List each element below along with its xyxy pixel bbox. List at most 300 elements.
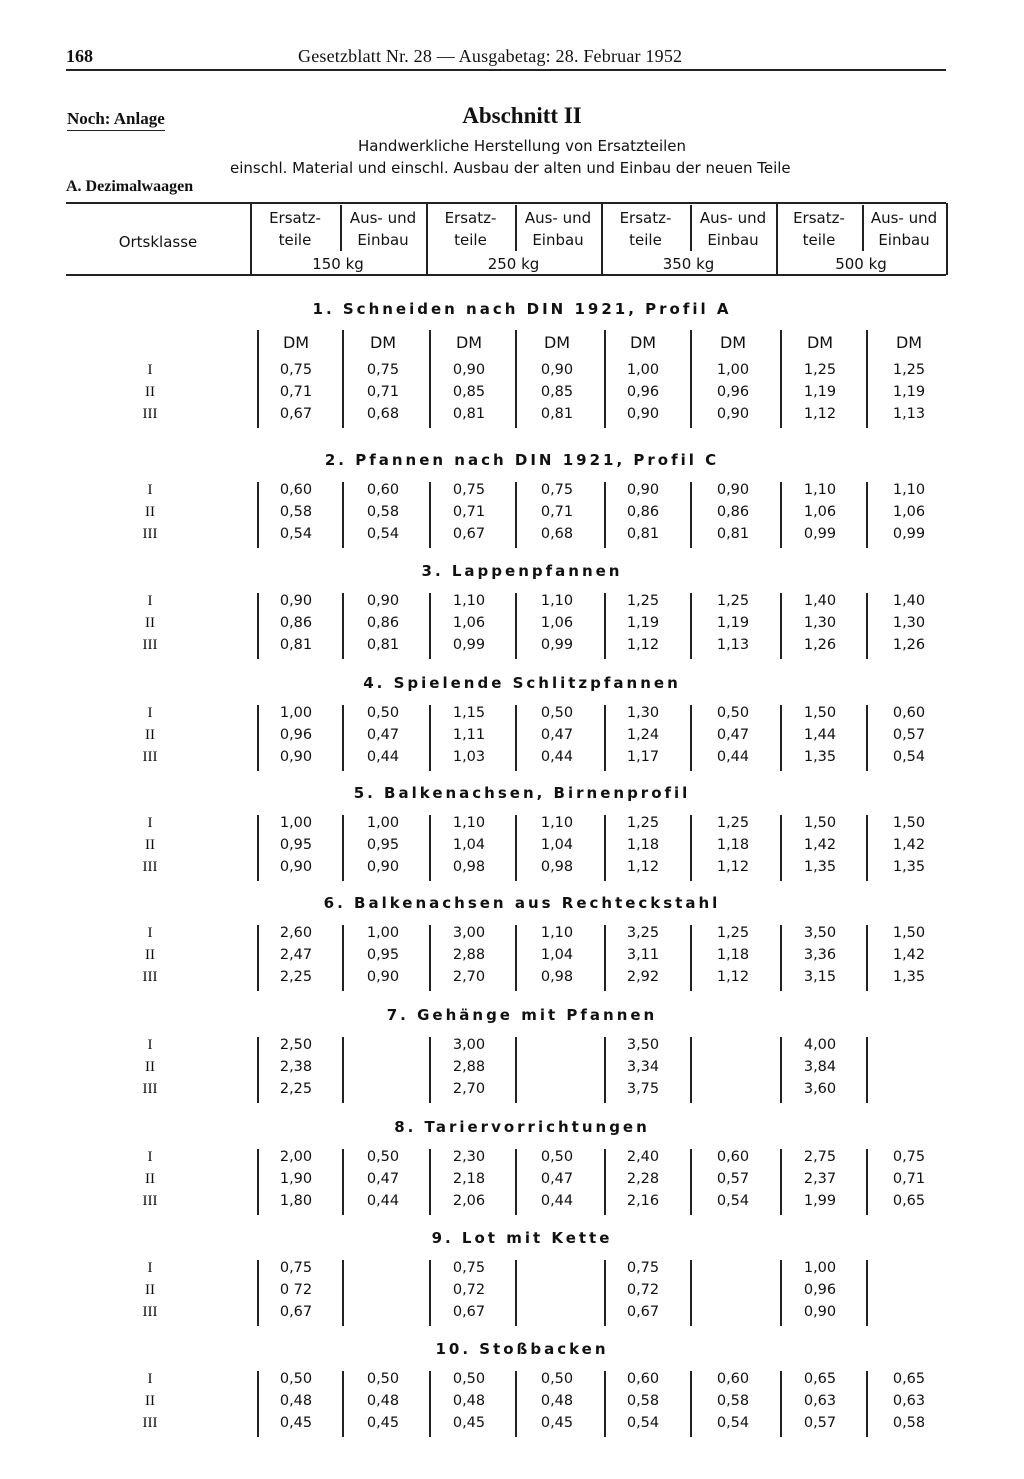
section-title: 4. Spielende Schlitzpfannen [363, 674, 681, 692]
column-bar [515, 925, 517, 991]
column-heading-ersatzteile [426, 207, 515, 251]
column-bar [604, 1260, 606, 1326]
ortsklasse-row-label: II [145, 727, 155, 743]
price-cell: 3,50 [626, 1037, 660, 1053]
column-bar [342, 1037, 344, 1103]
section-title: 9. Lot mit Kette [431, 1229, 613, 1247]
column-bar [429, 330, 431, 428]
ortsklasse-row-label: I [147, 815, 153, 831]
price-cell: 0,63 [803, 1393, 837, 1409]
column-bar [342, 482, 344, 548]
price-cell: 0,86 [279, 615, 313, 631]
price-cell: 0,45 [452, 1415, 486, 1431]
column-bar [342, 1371, 344, 1437]
price-cell: 1,35 [803, 749, 837, 765]
price-cell: 1,18 [716, 947, 750, 963]
price-cell: 0,71 [366, 384, 400, 400]
column-heading-line: teile [278, 231, 312, 249]
price-cell: 0,60 [366, 482, 400, 498]
column-bar [604, 705, 606, 771]
table-top-rule [66, 202, 946, 204]
price-cell: 0,47 [716, 727, 750, 743]
price-cell: 0,44 [540, 749, 574, 765]
price-cell: 1,35 [803, 859, 837, 875]
column-heading-line: Ersatz- [793, 209, 845, 227]
column-heading-line: Einbau [707, 231, 759, 249]
section-title: 3. Lappenpfannen [421, 562, 623, 580]
column-bar [690, 925, 692, 991]
price-cell: 1,00 [279, 815, 313, 831]
price-cell: 3,75 [626, 1081, 660, 1097]
price-cell: 0,44 [716, 749, 750, 765]
price-cell: 0,75 [279, 362, 313, 378]
ortsklasse-row-label: II [145, 837, 155, 853]
weight-class-label: 150 kg [312, 255, 364, 273]
price-cell: 1,50 [803, 705, 837, 721]
price-cell: 0,50 [716, 705, 750, 721]
price-cell: 1,06 [452, 615, 486, 631]
price-cell: 0,47 [540, 727, 574, 743]
price-cell: 0,54 [626, 1415, 660, 1431]
price-cell: 0,96 [279, 727, 313, 743]
price-cell: 0,50 [540, 1149, 574, 1165]
price-cell: 0,90 [716, 482, 750, 498]
price-cell: 3,60 [803, 1081, 837, 1097]
column-heading-ersatzteile [601, 207, 690, 251]
price-cell: 1,25 [892, 362, 926, 378]
ortsklasse-row-label: III [142, 406, 158, 422]
price-cell: 2,38 [279, 1059, 313, 1075]
price-cell: 0,68 [540, 526, 574, 542]
price-cell: 0,90 [279, 593, 313, 609]
weight-class-label: 250 kg [487, 255, 540, 273]
price-cell: 2,30 [452, 1149, 486, 1165]
price-cell: 1,50 [892, 815, 926, 831]
price-cell: 2,18 [452, 1171, 486, 1187]
column-heading-ausbau [690, 207, 776, 251]
price-cell: 0,75 [452, 482, 486, 498]
price-cell: 1,03 [452, 749, 486, 765]
price-cell: 1,19 [803, 384, 837, 400]
column-bar [257, 1260, 259, 1326]
ortsklasse-row-label: III [142, 1193, 158, 1209]
price-cell: 0 72 [279, 1282, 313, 1298]
column-heading-ausbau [340, 207, 426, 251]
running-title: Gesetzblatt Nr. 28 — Ausgabetag: 28. Februar 1952 [298, 46, 683, 66]
price-cell: 2,70 [452, 969, 486, 985]
ortsklasse-row-label: III [142, 859, 158, 875]
price-cell: 1,12 [716, 969, 750, 985]
price-cell: 0,44 [540, 1193, 574, 1209]
price-cell: 0,45 [540, 1415, 574, 1431]
column-bar [604, 593, 606, 659]
column-bar [690, 593, 692, 659]
ortsklasse-row-label: III [142, 749, 158, 765]
subtitle-line-2: einschl. Material und einschl. Ausbau der alten und Einbau der neuen Teile [230, 159, 791, 177]
price-cell: 2,70 [452, 1081, 486, 1097]
column-bar [780, 482, 782, 548]
price-cell: 0,99 [803, 526, 837, 542]
currency-label: DM [719, 333, 747, 352]
price-cell: 1,12 [626, 637, 660, 653]
column-bar [515, 1037, 517, 1103]
price-cell: 0,75 [626, 1260, 660, 1276]
column-bar [866, 482, 868, 548]
column-bar [866, 1260, 868, 1326]
column-heading-line: teile [454, 231, 487, 249]
column-bar [866, 593, 868, 659]
price-cell: 0,86 [366, 615, 400, 631]
price-cell: 1,25 [716, 925, 750, 941]
price-cell: 0,90 [279, 859, 313, 875]
column-heading-ersatzteile [250, 207, 340, 251]
price-cell: 0,86 [716, 504, 750, 520]
price-cell: 0,90 [803, 1304, 837, 1320]
price-cell: 0,58 [279, 504, 313, 520]
price-cell: 0,58 [366, 504, 400, 520]
column-bar [257, 1037, 259, 1103]
price-cell: 0,90 [366, 593, 400, 609]
column-bar [429, 815, 431, 881]
section-title: 10. Stoßbacken [435, 1340, 609, 1358]
column-bar [257, 593, 259, 659]
ortsklasse-row-label: III [142, 1304, 158, 1320]
column-bar [604, 815, 606, 881]
price-cell: 1,42 [892, 947, 926, 963]
price-cell: 3,00 [452, 925, 486, 941]
price-cell: 1,11 [452, 727, 486, 743]
price-cell: 0,98 [540, 859, 574, 875]
price-cell: 0,85 [452, 384, 486, 400]
price-cell: 0,54 [279, 526, 313, 542]
price-cell: 1,04 [452, 837, 486, 853]
price-cell: 1,00 [279, 705, 313, 721]
price-cell: 1,42 [803, 837, 837, 853]
column-bar [342, 330, 344, 428]
price-cell: 2,92 [626, 969, 660, 985]
column-bar [866, 815, 868, 881]
price-cell: 1,00 [803, 1260, 837, 1276]
price-cell: 1,00 [366, 925, 400, 941]
price-cell: 0,50 [279, 1371, 313, 1387]
price-cell: 2,37 [803, 1171, 837, 1187]
subsection-heading: A. Dezimalwaagen [66, 178, 194, 195]
price-cell: 0,50 [452, 1371, 486, 1387]
price-cell: 0,60 [892, 705, 926, 721]
column-bar [604, 925, 606, 991]
column-heading-line: Aus- und [699, 209, 767, 227]
currency-label: DM [369, 333, 397, 352]
column-bar [515, 815, 517, 881]
price-cell: 1,04 [540, 947, 574, 963]
price-cell: 1,19 [892, 384, 926, 400]
ortsklasse-row-label: II [145, 1393, 155, 1409]
price-cell: 0,81 [716, 526, 750, 542]
price-cell: 0,57 [803, 1415, 837, 1431]
price-cell: 1,00 [716, 362, 750, 378]
column-heading-ausbau [515, 207, 601, 251]
column-heading-line: Ersatz- [619, 209, 672, 227]
price-cell: 0,47 [366, 1171, 400, 1187]
column-bar [780, 1371, 782, 1437]
currency-label: DM [629, 333, 657, 352]
price-cell: 1,12 [626, 859, 660, 875]
price-cell: 0,57 [892, 727, 926, 743]
price-cell: 1,12 [716, 859, 750, 875]
price-cell: 0,57 [716, 1171, 750, 1187]
price-cell: 2,25 [279, 969, 313, 985]
price-cell: 4,00 [803, 1037, 837, 1053]
price-cell: 1,10 [892, 482, 926, 498]
price-cell: 2,47 [279, 947, 313, 963]
ortsklasse-row-label: III [142, 526, 158, 542]
ortsklasse-row-label: II [145, 615, 155, 631]
column-bar [515, 1371, 517, 1437]
column-bar [515, 1260, 517, 1326]
price-cell: 0,68 [366, 406, 400, 422]
column-heading-line: Ersatz- [444, 209, 497, 227]
price-cell: 0,58 [626, 1393, 660, 1409]
price-cell: 1,24 [626, 727, 660, 743]
price-cell: 1,35 [892, 969, 926, 985]
price-cell: 1,18 [716, 837, 750, 853]
table-header-bottom-rule [66, 274, 946, 276]
column-bar [604, 1371, 606, 1437]
price-cell: 0,71 [892, 1171, 926, 1187]
price-cell: 0,75 [540, 482, 574, 498]
price-cell: 0,58 [716, 1393, 750, 1409]
price-cell: 2,40 [626, 1149, 660, 1165]
price-cell: 0,60 [279, 482, 313, 498]
price-cell: 0,47 [540, 1171, 574, 1187]
column-bar [257, 925, 259, 991]
price-cell: 0,81 [540, 406, 574, 422]
column-bar [780, 815, 782, 881]
column-bar [690, 1260, 692, 1326]
section-title: 6. Balkenachsen aus Rechteckstahl [323, 894, 721, 912]
price-cell: 1,18 [626, 837, 660, 853]
ortsklasse-row-label: II [145, 384, 155, 400]
column-bar [257, 705, 259, 771]
price-cell: 1,06 [540, 615, 574, 631]
price-cell: 1,10 [540, 593, 574, 609]
price-cell: 0,75 [452, 1260, 486, 1276]
column-bar [866, 1149, 868, 1215]
price-cell: 3,15 [803, 969, 837, 985]
price-cell: 1,10 [803, 482, 837, 498]
ortsklasse-row-label: II [145, 1171, 155, 1187]
price-cell: 0,98 [540, 969, 574, 985]
price-cell: 0,50 [540, 1371, 574, 1387]
price-cell: 0,65 [892, 1193, 926, 1209]
weight-class-label: 350 kg [662, 255, 715, 273]
column-bar [257, 1371, 259, 1437]
price-cell: 0,50 [540, 705, 574, 721]
price-cell: 3,34 [626, 1059, 660, 1075]
page-number: 168 [66, 46, 93, 66]
price-cell: 0,86 [626, 504, 660, 520]
price-cell: 1,26 [803, 637, 837, 653]
price-cell: 0,72 [626, 1282, 660, 1298]
ortsklasse-row-label: I [147, 925, 153, 941]
price-cell: 1,12 [803, 406, 837, 422]
price-cell: 0,63 [892, 1393, 926, 1409]
price-cell: 1,10 [452, 593, 486, 609]
price-cell: 0,99 [452, 637, 486, 653]
column-bar [342, 593, 344, 659]
ortsklasse-row-label: III [142, 969, 158, 985]
price-cell: 0,99 [892, 526, 926, 542]
section-heading: Abschnitt II [462, 103, 582, 128]
price-cell: 1,19 [626, 615, 660, 631]
price-cell: 1,17 [626, 749, 660, 765]
column-bar [780, 1260, 782, 1326]
section-title: 5. Balkenachsen, Birnenprofil [353, 784, 691, 802]
column-bar [866, 925, 868, 991]
price-cell: 0,54 [366, 526, 400, 542]
price-cell: 0,95 [279, 837, 313, 853]
column-bar [866, 1037, 868, 1103]
price-cell: 0,50 [366, 1371, 400, 1387]
header-rule [66, 69, 946, 71]
price-cell: 0,48 [452, 1393, 486, 1409]
price-cell: 0,95 [366, 837, 400, 853]
column-bar [604, 1037, 606, 1103]
price-cell: 1,19 [716, 615, 750, 631]
price-cell: 0,54 [716, 1193, 750, 1209]
price-cell: 0,60 [716, 1371, 750, 1387]
ortsklasse-row-label: I [147, 1371, 153, 1387]
column-bar [342, 925, 344, 991]
column-bar [690, 482, 692, 548]
column-bar [257, 330, 259, 428]
price-cell: 0,81 [366, 637, 400, 653]
ortsklasse-row-label: I [147, 1260, 153, 1276]
currency-label: DM [282, 333, 310, 352]
ortsklasse-row-label: II [145, 947, 155, 963]
column-bar [342, 1260, 344, 1326]
column-bar [429, 925, 431, 991]
price-cell: 0,67 [452, 1304, 486, 1320]
column-bar [604, 1149, 606, 1215]
price-cell: 0,98 [452, 859, 486, 875]
column-heading-line: Ersatz- [269, 209, 321, 227]
column-heading-line: Aus- und [870, 209, 938, 227]
price-cell: 0,50 [366, 705, 400, 721]
price-cell: 0,48 [366, 1393, 400, 1409]
column-bar [515, 1149, 517, 1215]
price-cell: 1,50 [803, 815, 837, 831]
price-cell: 0,67 [452, 526, 486, 542]
price-cell: 2,50 [279, 1037, 313, 1053]
column-bar [515, 482, 517, 548]
column-bar [257, 815, 259, 881]
price-cell: 0,67 [626, 1304, 660, 1320]
price-cell: 0,72 [452, 1282, 486, 1298]
column-bar [780, 705, 782, 771]
ortsklasse-row-label: I [147, 362, 153, 378]
price-cell: 0,65 [892, 1371, 926, 1387]
header-right-edge [946, 203, 948, 275]
weight-class-label: 500 kg [835, 255, 887, 273]
column-bar [866, 705, 868, 771]
price-cell: 1,99 [803, 1193, 837, 1209]
column-bar [515, 705, 517, 771]
column-bar [690, 815, 692, 881]
section-title: 1. Schneiden nach DIN 1921, Profil A [312, 300, 732, 318]
price-cell: 0,96 [626, 384, 660, 400]
price-cell: 0,47 [366, 727, 400, 743]
price-cell: 0,44 [366, 1193, 400, 1209]
price-cell: 0,60 [716, 1149, 750, 1165]
column-bar [780, 1149, 782, 1215]
column-bar [690, 705, 692, 771]
ortsklasse-header: Ortsklasse [118, 233, 198, 251]
price-cell: 1,15 [452, 705, 486, 721]
currency-label: DM [806, 333, 834, 352]
price-cell: 1,90 [279, 1171, 313, 1187]
page-header [66, 46, 946, 70]
price-cell: 1,80 [279, 1193, 313, 1209]
price-cell: 0,54 [892, 749, 926, 765]
price-cell: 2,75 [803, 1149, 837, 1165]
price-cell: 1,06 [803, 504, 837, 520]
price-cell: 0,67 [279, 1304, 313, 1320]
price-cell: 0,75 [279, 1260, 313, 1276]
price-cell: 0,85 [540, 384, 574, 400]
price-cell: 1,44 [803, 727, 837, 743]
price-cell: 1,25 [716, 593, 750, 609]
price-cell: 3,84 [803, 1059, 837, 1075]
column-bar [342, 815, 344, 881]
column-bar [342, 1149, 344, 1215]
price-cell: 0,71 [540, 504, 574, 520]
column-heading-ausbau [862, 207, 946, 251]
price-cell: 0,90 [716, 406, 750, 422]
column-bar [429, 593, 431, 659]
column-heading-ersatzteile [776, 207, 862, 251]
ortsklasse-row-label: III [142, 1415, 158, 1431]
column-bar [780, 925, 782, 991]
price-cell: 1,00 [626, 362, 660, 378]
ortsklasse-row-label: I [147, 1037, 153, 1053]
price-cell: 0,81 [279, 637, 313, 653]
ortsklasse-row-label: I [147, 1149, 153, 1165]
price-cell: 1,30 [803, 615, 837, 631]
price-cell: 1,25 [626, 593, 660, 609]
section-title: 2. Pfannen nach DIN 1921, Profil C [324, 451, 720, 469]
column-bar [780, 1037, 782, 1103]
column-bar [257, 1149, 259, 1215]
price-cell: 1,25 [626, 815, 660, 831]
column-bar [780, 593, 782, 659]
column-bar [429, 1149, 431, 1215]
price-cell: 1,40 [892, 593, 926, 609]
price-cell: 1,06 [892, 504, 926, 520]
ortsklasse-row-label: III [142, 637, 158, 653]
ortsklasse-row-label: II [145, 504, 155, 520]
price-cell: 0,45 [366, 1415, 400, 1431]
price-cell: 1,25 [803, 362, 837, 378]
price-cell: 0,90 [540, 362, 574, 378]
price-cell: 0,90 [366, 859, 400, 875]
ortsklasse-row-label: II [145, 1059, 155, 1075]
column-heading-line: Einbau [878, 231, 930, 249]
column-bar [866, 1371, 868, 1437]
price-cell: 1,10 [540, 815, 574, 831]
column-bar [515, 330, 517, 428]
price-cell: 3,25 [626, 925, 660, 941]
